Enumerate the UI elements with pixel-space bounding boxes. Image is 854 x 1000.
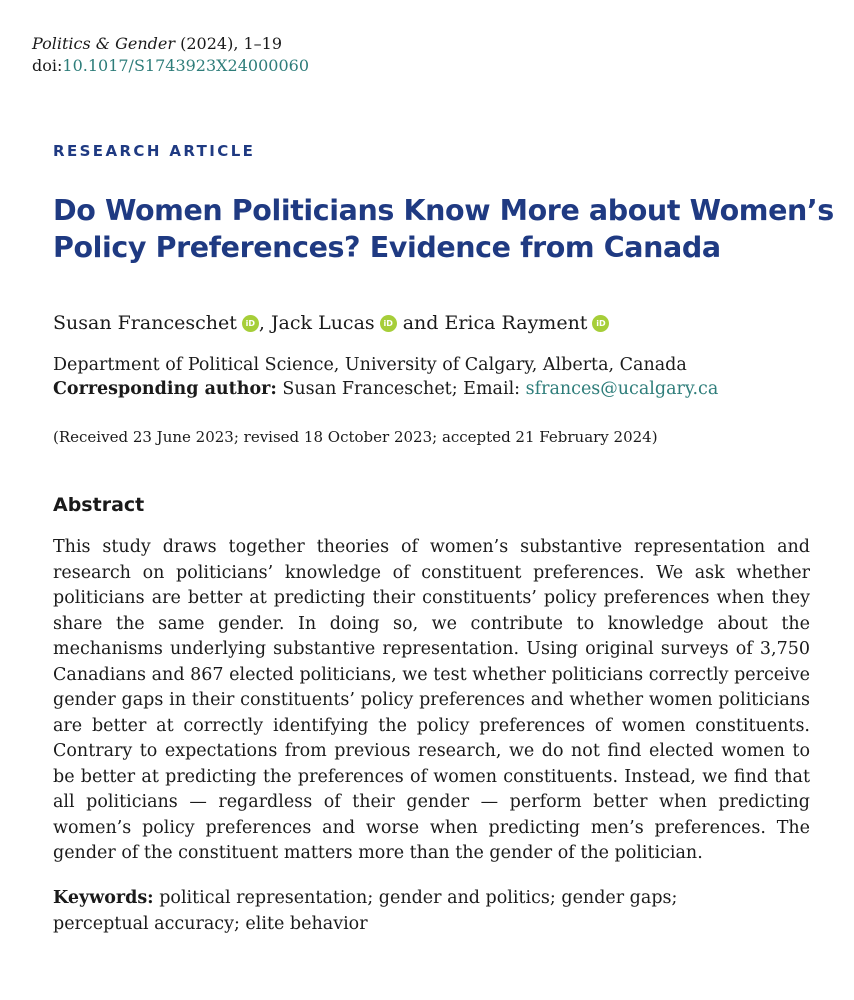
doi-link[interactable]: 10.1017/S1743923X24000060: [62, 56, 309, 75]
author-separator: and: [396, 312, 445, 334]
keywords-label: Keywords:: [53, 888, 154, 908]
orcid-icon[interactable]: iD: [242, 315, 259, 332]
doi-prefix: doi:: [32, 56, 63, 75]
affiliation: Department of Political Science, University of Calgary, Alberta, Canada: [53, 355, 687, 375]
corresponding-label: Corresponding author:: [53, 379, 277, 399]
received-dates: (Received 23 June 2023; revised 18 October 2023; accepted 21 February 2024): [53, 428, 658, 446]
abstract-text: This study draws together theories of women’s substantive representation and research on politicians’ knowledge of constituent preferences. We ask whether politicians are better at predicting their constituents’ policy preferences when they share the same gender. In doing so, we contribute to knowledge about the mechanisms underlying substantive representation. Using original surveys of 3,750 Canadians and 867 elected politicians, we test whether politicians correctly perceive gender gaps in their constituents’ policy preferences and whether women politicians are better at correctly identifying the policy preferences of women constituents. Contrary to expectations from previous research, we do not find elected women to be better at predicting the preferences of women constituents. Instead, we find that all politicians — regardless of their gender — perform better when predicting women’s policy preferences and worse when predicting men’s preferences. The gender of the constituent matters more than the gender of the politician.: [53, 537, 810, 863]
keywords-text: political representation; gender and politics; gender gaps; perceptual accuracy; elite behavior: [53, 888, 678, 934]
email-link[interactable]: sfrances@ucalgary.ca: [525, 379, 719, 399]
author-name[interactable]: Erica Rayment: [444, 312, 588, 334]
journal-info: (2024), 1–19: [175, 34, 283, 53]
author-name[interactable]: Jack Lucas: [270, 312, 375, 334]
author-separator: ,: [258, 312, 271, 334]
corresponding-text: Susan Franceschet; Email:: [276, 379, 526, 399]
orcid-icon[interactable]: iD: [592, 315, 609, 332]
article-title: Do Women Politicians Know More about Women’s Policy Preferences? Evidence from Canada: [53, 194, 834, 264]
journal-name: Politics & Gender: [32, 34, 176, 53]
keywords: [53, 886, 773, 937]
journal-citation: [32, 33, 282, 55]
corresponding-author: [53, 377, 718, 401]
author-name[interactable]: Susan Franceschet: [53, 312, 237, 334]
orcid-icon[interactable]: iD: [380, 315, 397, 332]
doi-line: [32, 55, 309, 77]
author-list: [53, 310, 609, 336]
abstract-heading: Abstract: [53, 494, 145, 516]
article-type: RESEARCH ARTICLE: [53, 142, 256, 160]
